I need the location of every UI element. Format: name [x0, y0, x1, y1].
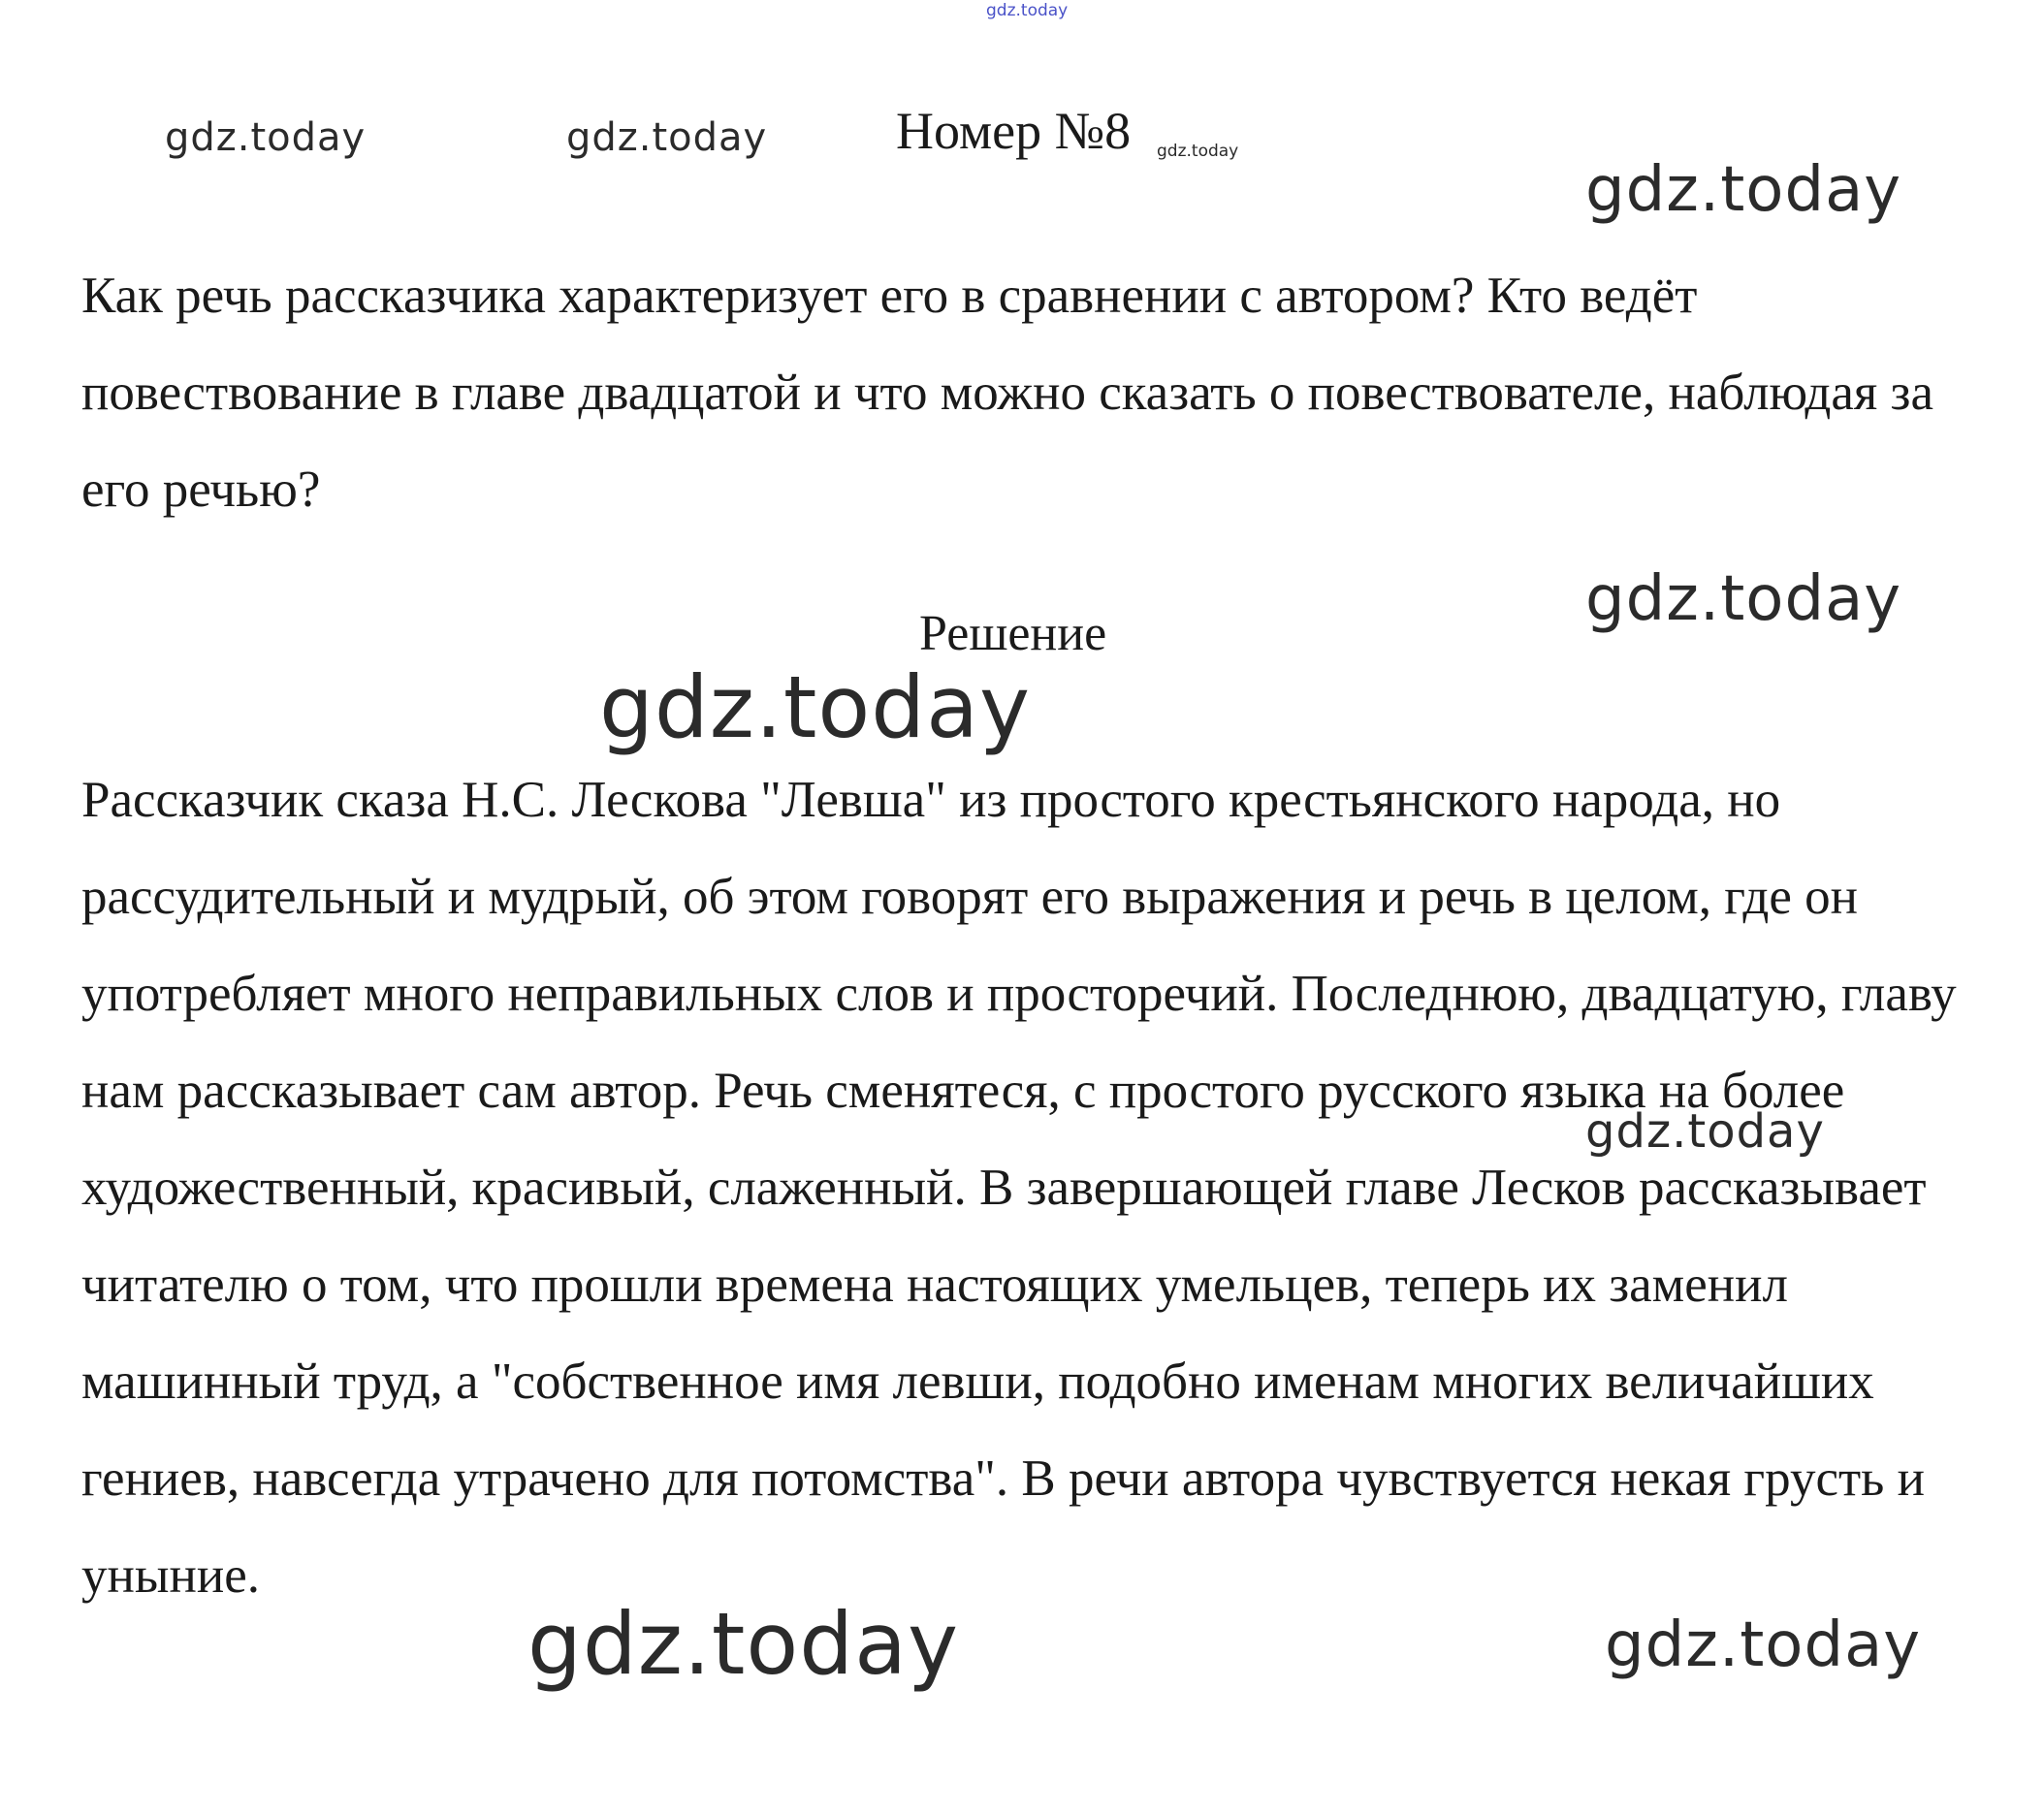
question-text: Как речь рассказчика характеризует его в сравнении с автором? Кто ведёт повествование в главе двадцатой и что можно сказать о повествователе, наблюдая за его речью?: [81, 268, 1933, 518]
watermark-right-2: gdz.today: [1585, 563, 1902, 635]
solution-heading: Решение: [919, 606, 1107, 661]
watermark-header-left: gdz.today: [165, 115, 367, 160]
watermark-mid-right: gdz.today: [1585, 1104, 1825, 1159]
watermark-big-1: gdz.today: [599, 657, 1032, 757]
watermark-title-sub: gdz.today: [1157, 142, 1239, 161]
answer-text: Рассказчик сказа Н.С. Лескова "Левша" из простого крестьянского народа, но рассудительный и мудрый, об этом говорят его выражения и речь в целом, где он употребляет много неправильных слов и просторечий. Последнюю, двадцатую, главу нам рассказывает сам автор. Речь сменятеся, с простого русского языка на более художественный, красивый, слаженный. В завершающей главе Лесков рассказывает читателю о том, что прошли времена настоящих умельцев, теперь их заменил машинный труд, а "собственное имя левши, подобно именам многих величайших гениев, навсегда утрачено для потомства". В речи автора чувствуется некая грусть и уныние.: [81, 772, 1957, 1604]
watermark-big-2: gdz.today: [527, 1594, 960, 1694]
watermark-right-3: gdz.today: [1605, 1609, 1922, 1681]
watermark-header-center: gdz.today: [566, 115, 768, 160]
watermark-top: gdz.today: [986, 1, 1069, 20]
watermark-right-1: gdz.today: [1585, 154, 1902, 226]
page-title: Номер №8: [896, 102, 1132, 160]
